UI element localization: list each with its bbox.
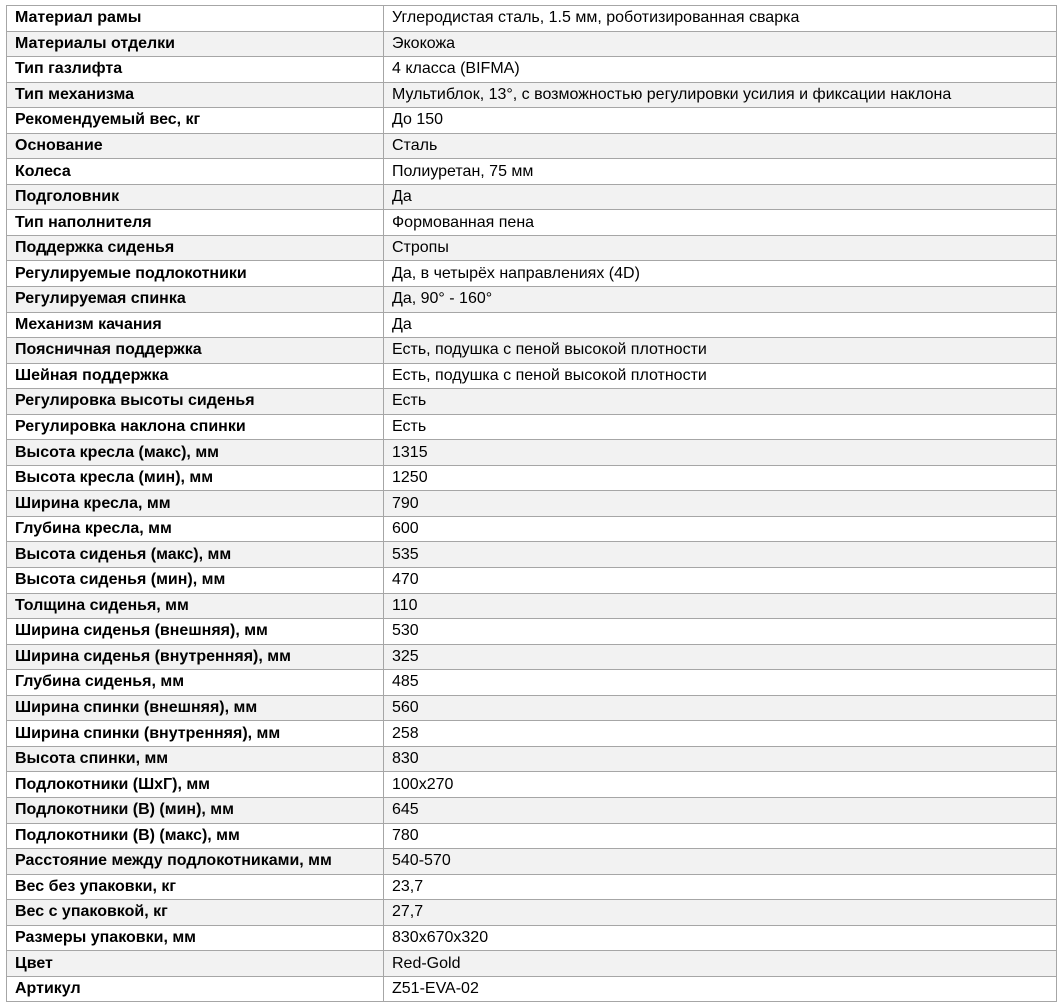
spec-value-cell: 830x670x320 [384,925,1057,951]
spec-value-cell: Да [384,312,1057,338]
spec-name-cell: Ширина сиденья (внешняя), мм [7,619,384,645]
spec-value-cell: Да [384,184,1057,210]
table-row [7,874,1057,900]
spec-value-cell: 560 [384,695,1057,721]
spec-name-cell: Поддержка сиденья [7,235,384,261]
table-row [7,57,1057,83]
spec-value-cell: Формованная пена [384,210,1057,236]
spec-name-cell: Поясничная поддержка [7,338,384,364]
spec-table [6,5,1057,1002]
table-row [7,133,1057,159]
table-row [7,721,1057,747]
spec-value-cell: Углеродистая сталь, 1.5 мм, роботизированная сварка [384,6,1057,32]
spec-value-cell: 535 [384,542,1057,568]
spec-name-cell: Ширина спинки (внутренняя), мм [7,721,384,747]
spec-name-cell: Глубина кресла, мм [7,516,384,542]
table-row [7,338,1057,364]
spec-value-cell: Полиуретан, 75 мм [384,159,1057,185]
spec-value-cell: Есть, подушка с пеной высокой плотности [384,363,1057,389]
spec-value-cell: Red-Gold [384,951,1057,977]
spec-name-cell: Подлокотники (ШхГ), мм [7,772,384,798]
spec-value-cell: 470 [384,568,1057,594]
spec-name-cell: Высота сиденья (мин), мм [7,568,384,594]
table-row [7,363,1057,389]
spec-name-cell: Вес с упаковкой, кг [7,900,384,926]
table-row [7,823,1057,849]
table-row [7,951,1057,977]
spec-value-cell: 110 [384,593,1057,619]
table-row [7,491,1057,517]
spec-value-cell: 258 [384,721,1057,747]
table-row [7,235,1057,261]
table-row [7,440,1057,466]
spec-value-cell: 530 [384,619,1057,645]
table-row [7,619,1057,645]
table-row [7,312,1057,338]
spec-name-cell: Подлокотники (В) (мин), мм [7,797,384,823]
table-row [7,465,1057,491]
spec-name-cell: Подлокотники (В) (макс), мм [7,823,384,849]
table-row [7,6,1057,32]
spec-value-cell: Мультиблок, 13°, с возможностью регулировки усилия и фиксации наклона [384,82,1057,108]
spec-value-cell: Экокожа [384,31,1057,57]
spec-value-cell: 1250 [384,465,1057,491]
spec-name-cell: Размеры упаковки, мм [7,925,384,951]
spec-value-cell: Стропы [384,235,1057,261]
table-row [7,644,1057,670]
spec-value-cell: 830 [384,746,1057,772]
spec-name-cell: Регулируемые подлокотники [7,261,384,287]
spec-name-cell: Вес без упаковки, кг [7,874,384,900]
spec-name-cell: Глубина сиденья, мм [7,670,384,696]
spec-name-cell: Ширина спинки (внешняя), мм [7,695,384,721]
spec-value-cell: Есть [384,414,1057,440]
table-row [7,900,1057,926]
table-row [7,414,1057,440]
table-row [7,593,1057,619]
spec-name-cell: Подголовник [7,184,384,210]
spec-table-body [7,6,1057,1002]
table-row [7,925,1057,951]
spec-name-cell: Регулировка высоты сиденья [7,389,384,415]
table-row [7,210,1057,236]
spec-value-cell: Z51-EVA-02 [384,976,1057,1002]
table-row [7,516,1057,542]
spec-value-cell: 27,7 [384,900,1057,926]
spec-value-cell: Да, в четырёх направлениях (4D) [384,261,1057,287]
spec-name-cell: Ширина сиденья (внутренняя), мм [7,644,384,670]
spec-name-cell: Регулировка наклона спинки [7,414,384,440]
table-row [7,287,1057,313]
table-row [7,261,1057,287]
table-row [7,746,1057,772]
spec-value-cell: 540-570 [384,849,1057,875]
spec-name-cell: Артикул [7,976,384,1002]
spec-name-cell: Высота спинки, мм [7,746,384,772]
spec-value-cell: 780 [384,823,1057,849]
table-row [7,695,1057,721]
table-row [7,389,1057,415]
spec-value-cell: 485 [384,670,1057,696]
table-row [7,184,1057,210]
spec-value-cell: Есть [384,389,1057,415]
spec-name-cell: Ширина кресла, мм [7,491,384,517]
spec-name-cell: Регулируемая спинка [7,287,384,313]
spec-value-cell: Есть, подушка с пеной высокой плотности [384,338,1057,364]
table-row [7,670,1057,696]
spec-name-cell: Рекомендуемый вес, кг [7,108,384,134]
table-row [7,976,1057,1002]
spec-name-cell: Высота сиденья (макс), мм [7,542,384,568]
spec-value-cell: 23,7 [384,874,1057,900]
table-row [7,31,1057,57]
spec-name-cell: Колеса [7,159,384,185]
spec-value-cell: Да, 90° - 160° [384,287,1057,313]
table-row [7,797,1057,823]
spec-value-cell: 4 класса (BIFMA) [384,57,1057,83]
spec-name-cell: Шейная поддержка [7,363,384,389]
table-row [7,82,1057,108]
spec-value-cell: 325 [384,644,1057,670]
spec-name-cell: Высота кресла (мин), мм [7,465,384,491]
table-row [7,159,1057,185]
spec-name-cell: Тип механизма [7,82,384,108]
spec-value-cell: 790 [384,491,1057,517]
table-row [7,542,1057,568]
spec-value-cell: До 150 [384,108,1057,134]
spec-name-cell: Тип газлифта [7,57,384,83]
spec-name-cell: Материал рамы [7,6,384,32]
table-row [7,772,1057,798]
spec-value-cell: 600 [384,516,1057,542]
spec-name-cell: Тип наполнителя [7,210,384,236]
spec-name-cell: Расстояние между подлокотниками, мм [7,849,384,875]
spec-name-cell: Механизм качания [7,312,384,338]
table-row [7,568,1057,594]
spec-name-cell: Основание [7,133,384,159]
spec-name-cell: Материалы отделки [7,31,384,57]
spec-name-cell: Высота кресла (макс), мм [7,440,384,466]
table-row [7,108,1057,134]
spec-value-cell: Сталь [384,133,1057,159]
spec-name-cell: Цвет [7,951,384,977]
spec-value-cell: 100x270 [384,772,1057,798]
table-row [7,849,1057,875]
spec-name-cell: Толщина сиденья, мм [7,593,384,619]
spec-value-cell: 645 [384,797,1057,823]
spec-value-cell: 1315 [384,440,1057,466]
